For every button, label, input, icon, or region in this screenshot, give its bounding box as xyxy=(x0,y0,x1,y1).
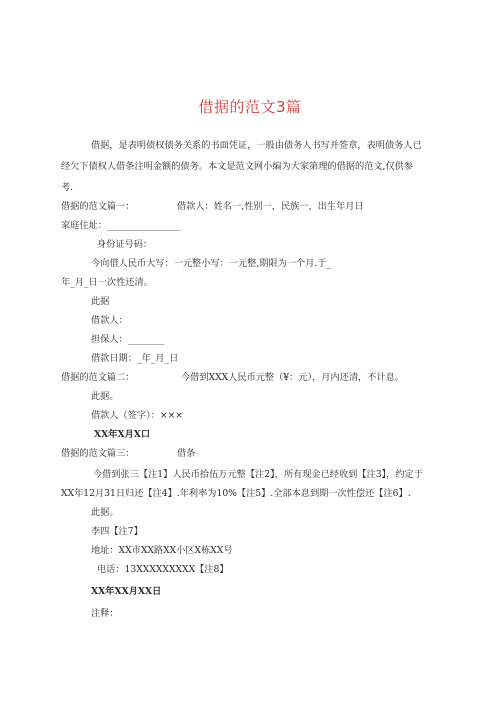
sample1-heading: 借据的范文篇一： xyxy=(61,201,135,212)
intro-line-2: 经欠下债权人借条注明金额的债务。本文是范文网小编为大家第理的借据的范文,仅供参 xyxy=(61,161,414,172)
sample1-amount-line-2: 年_月_日一次性还清。 xyxy=(61,277,153,288)
sample1-date: 借款日期：_年_月_日 xyxy=(91,353,179,364)
sample3-phone: 电话：13XXXXXXXXX【注8】 xyxy=(97,564,229,575)
intro-line-1: 借据，是表明债权债务关系的书面凭证，一般由债务人书写并签章，表明债务人已 xyxy=(91,140,422,151)
sample1-borrower-label: 借款人： xyxy=(91,315,128,326)
sample3-name: 李四【注7】 xyxy=(91,526,143,537)
sample2-ci-ju: 此据。 xyxy=(91,391,119,402)
sample3-body-line-2: XX年12月31日归还【注4】.年利率为10%【注5】.全部本息到期一次性偿还【注6】. xyxy=(61,488,411,499)
intro-line-3: 考. xyxy=(61,182,74,193)
sample2-heading: 借据的范文篇二： xyxy=(61,372,135,383)
sample2-signature: 借款人（签字）：××× xyxy=(91,410,183,421)
sample3-address: 地址：XX市XX路XX小区X栋XX号 xyxy=(91,545,233,556)
page-title: 借据的范文3篇 xyxy=(198,98,302,116)
sample2-date: XX年X月X口 xyxy=(94,429,151,440)
sample3-ci-ju: 此据。 xyxy=(91,507,119,518)
sample1-address: 家庭住址：________________ xyxy=(61,220,181,231)
sample3-date: XX年XX月XX日 xyxy=(91,586,162,597)
sample3-body-line-1: 今借到张三【注1】人民币拾伍万元整【注2】，所有现金已经收到【注3】，约定于 xyxy=(93,469,423,480)
sample1-ci-ju: 此据 xyxy=(91,296,110,307)
sample1-guarantor: 担保人：________ xyxy=(91,334,165,345)
sample3-heading: 借据的范文篇三： xyxy=(61,448,135,459)
sample3-label: 借条 xyxy=(177,448,196,459)
sample1-borrower-info: 借款人：姓名一,性别一，民族一，出生年月日 xyxy=(177,201,364,212)
sample2-body: 今借到XXX人民币元整（¥：元），月内还清，不计息。 xyxy=(181,372,404,383)
sample1-id-number: 身份证号码： xyxy=(97,239,153,250)
sample1-amount-line-1: 今向借人民币大写：一元整小写：一元整,期限为一个月.于_ xyxy=(91,258,332,269)
sample3-notes-label: 注释： xyxy=(91,608,119,619)
